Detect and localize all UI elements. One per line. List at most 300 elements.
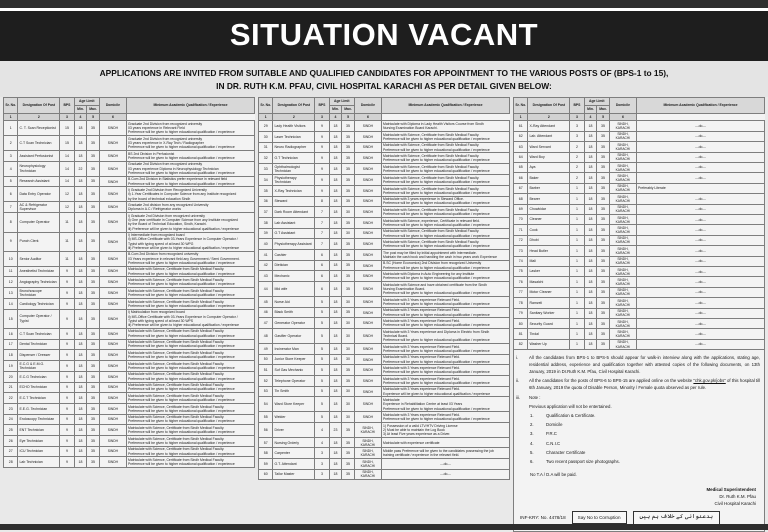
cell-bps: 1 xyxy=(570,256,584,266)
cell-age-min: 18 xyxy=(74,371,87,382)
table-row xyxy=(259,459,510,469)
document-number: 2. xyxy=(530,422,534,428)
jobs-table-2 xyxy=(258,97,510,480)
qualification-line: 03 years experience in X-Ray Tech / Radiographer xyxy=(128,141,204,146)
cell-bps: 4 xyxy=(315,423,329,438)
cell-qualification xyxy=(127,213,255,232)
qualification-line: Nursing Examination Board. xyxy=(383,286,426,291)
cell-post: Lab Technician xyxy=(18,457,60,468)
cell-bps: 1 xyxy=(570,277,584,287)
cell-age-min: 18 xyxy=(329,271,342,282)
cell-post: Cook xyxy=(528,225,570,235)
qualification-line: ---do--- xyxy=(695,238,706,243)
cell-sr: 37 xyxy=(259,207,273,218)
cell-domicile: SINDH xyxy=(99,435,126,446)
qualification-line: Preference will be given to higher educational qualification / experience xyxy=(383,169,490,173)
qualification-line: Preference will be given to higher educational qualification / experience xyxy=(128,365,235,370)
cell-sr: 36 xyxy=(259,196,273,207)
cell-domicile: SINDH xyxy=(354,386,381,397)
cell-post: Dispenser / Dresser xyxy=(18,350,60,361)
cell-bps: 5 xyxy=(315,297,329,308)
cell-qualification xyxy=(637,173,765,183)
cell-sr: 6 xyxy=(4,187,18,202)
cell-bps: 9 xyxy=(315,153,329,164)
cell-domicile: SINDH, KARACHI xyxy=(609,329,636,339)
website-link[interactable]: "chk.gov.pk/jobs" xyxy=(693,378,726,384)
cell-post: Generator Operator xyxy=(273,318,315,329)
qualification-line: Preference will be given to higher educational qualification / experience xyxy=(128,430,235,435)
table-row xyxy=(514,194,765,204)
table-row xyxy=(4,309,255,328)
note-number: ii. xyxy=(516,378,520,384)
cell-domicile: SINDH xyxy=(354,217,381,228)
cell-sr: 23 xyxy=(4,403,18,414)
cell-bps: 15 xyxy=(60,136,74,151)
cell-age-max: 30 xyxy=(342,386,355,397)
cell-domicile: SINDH xyxy=(354,260,381,271)
qualification-line: Preference will be given to higher educational qualification / experience xyxy=(383,136,490,141)
qualification-line: ii) 1-Year Certificates in Computer Science from any Institute recognized xyxy=(128,192,237,197)
cell-age-max: 35 xyxy=(342,217,355,228)
cell-domicile: SINDH, KARACHI xyxy=(609,194,636,204)
cell-qualification xyxy=(382,260,510,271)
cell-sr: 58 xyxy=(259,448,273,459)
cell-sr: 9 xyxy=(4,232,18,251)
qualification-line: iii) Preference will be given to higher educational qualification / experience xyxy=(128,323,240,327)
cell-sr: 12 xyxy=(4,277,18,288)
cell-qualification xyxy=(382,164,510,175)
cell-bps: 1 xyxy=(570,204,584,214)
table-row xyxy=(514,277,765,287)
qualification-line: Middle pass Preference will be given to the candidates possessing the job xyxy=(383,449,494,454)
cell-bps: 6 xyxy=(315,260,329,271)
cell-post: X-Ray Technician xyxy=(273,185,315,196)
cell-age-min: 18 xyxy=(329,260,342,271)
jobs-column-2 xyxy=(258,97,510,532)
qualification-line: ii) MS-Office Certificate with 03-Years Experience in Computer Operator / xyxy=(128,237,238,242)
cell-qualification xyxy=(382,386,510,397)
cell-post: Laser Technician xyxy=(273,131,315,142)
cell-post: Dhobi xyxy=(528,235,570,245)
cell-age-min: 18 xyxy=(74,339,87,350)
cell-age-min: 18 xyxy=(329,354,342,365)
column-number: 6 xyxy=(354,114,381,121)
cell-bps: 9 xyxy=(60,382,74,393)
cell-qualification xyxy=(382,329,510,344)
qualification-line: ---do--- xyxy=(695,227,706,232)
cell-age-max: 35 xyxy=(342,185,355,196)
cell-sr: 19 xyxy=(4,360,18,371)
cell-domicile: SINDH, KARACHI xyxy=(609,183,636,193)
column-number: 1 xyxy=(259,114,273,121)
cell-post: E.E.G. Technician xyxy=(18,403,60,414)
cell-post: Tailor Master xyxy=(273,469,315,479)
cell-age-max: 35 xyxy=(87,151,100,162)
cell-post: Dental Technician xyxy=(18,339,60,350)
cell-bps: 9 xyxy=(60,266,74,277)
table-row xyxy=(514,183,765,193)
cell-post: X-Ray Attendant xyxy=(528,121,570,131)
cell-qualification xyxy=(127,425,255,436)
cell-bps: 5 xyxy=(315,354,329,365)
qualification-line: 03 Years experience in relevant field any Government / Semi Government. xyxy=(128,256,240,261)
qualification-line: Matriculate with Science, Certificate from Sindh Medical Faculty. xyxy=(128,415,225,420)
qualification-line: Graduate 2nd Division from recognized university xyxy=(128,136,203,141)
cell-qualification xyxy=(637,121,765,131)
cell-age-max: 35 xyxy=(342,376,355,387)
column-number: 4 xyxy=(329,114,342,121)
cell-bps: 12 xyxy=(60,187,74,202)
cell-age-max: 35 xyxy=(342,365,355,376)
cell-bps: 11 xyxy=(60,213,74,232)
cell-post: Driver xyxy=(273,423,315,438)
qualification-line: Preference will be given to higher educational qualification / experience xyxy=(383,348,490,353)
qualification-line: Preference will be given to higher educational qualification / experience xyxy=(383,233,490,238)
cell-age-max: 35 xyxy=(342,142,355,153)
cell-post: Cashier xyxy=(273,250,315,261)
qualification-line: Matriculate with 3 Years experience Relevant Field. xyxy=(383,387,460,392)
qualification-line: Matriculate with Science, Certificate from Sindh Medical Faculty. xyxy=(128,436,225,441)
qualification-line: ---do--- xyxy=(695,165,706,170)
table-row xyxy=(4,457,255,468)
cell-qualification xyxy=(127,309,255,328)
cell-age-max: 35 xyxy=(597,225,610,235)
th-post: Designation Of Post xyxy=(273,98,315,114)
cell-post: C. T. Scan Receptionist xyxy=(18,121,60,136)
cell-age-min: 18 xyxy=(584,266,597,276)
cell-age-max: 35 xyxy=(87,446,100,457)
cell-post: Lasker xyxy=(528,266,570,276)
list-item xyxy=(530,450,760,457)
cell-sr: 3 xyxy=(4,151,18,162)
cell-age-max: 35 xyxy=(342,250,355,261)
cell-age-max: 35 xyxy=(87,457,100,468)
qualification-line: Experience in Rehabilitation Centre at least 03 Years xyxy=(383,402,463,407)
note-number: i. xyxy=(516,355,519,361)
signature-name: Dr. Ruth K.M. Pfau xyxy=(719,494,756,500)
cell-age-max: 35 xyxy=(87,328,100,339)
qualification-line: Matriculate with Science, Certificate from Sindh Medical Faculty. xyxy=(383,175,480,180)
cell-domicile: SINDH xyxy=(99,403,126,414)
qualification-line: Matriculate with 3 years experience in Steward Office. xyxy=(383,197,464,202)
qualification-line: ---do--- xyxy=(695,269,706,274)
cell-domicile: SINDH xyxy=(354,318,381,329)
cell-bps: 1 xyxy=(570,308,584,318)
th-age-min: Min. xyxy=(329,106,342,114)
cell-bps: 1 xyxy=(570,183,584,193)
cell-qualification xyxy=(127,328,255,339)
qualification-line: i) Intermediate from recognized board xyxy=(128,233,185,238)
cell-bps: 5 xyxy=(315,318,329,329)
cell-bps: 9 xyxy=(60,435,74,446)
column-number: 5 xyxy=(597,114,610,121)
cell-sr: 81 xyxy=(514,329,528,339)
qualification-line: Preference will be given to higher educational qualification / experience xyxy=(128,130,235,135)
qualification-line: ---do--- xyxy=(695,144,706,149)
cell-qualification xyxy=(382,469,510,479)
table-row xyxy=(4,435,255,446)
cell-post: O.T. Attendant xyxy=(273,459,315,469)
cell-bps: 1 xyxy=(570,246,584,256)
cell-bps: 3 xyxy=(315,448,329,459)
cell-domicile: SINDH xyxy=(354,164,381,175)
cell-sr: 33 xyxy=(259,164,273,175)
cell-bps: 1 xyxy=(570,194,584,204)
cell-sr: 40 xyxy=(259,239,273,250)
qualification-line: Matriculate with Science, Certificate from Sindh Medical Faculty. xyxy=(128,404,225,409)
cell-age-max: 35 xyxy=(342,260,355,271)
cell-age-max: 35 xyxy=(597,173,610,183)
table-row xyxy=(4,382,255,393)
cell-domicile: SINDH xyxy=(99,350,126,361)
cell-bps: 9 xyxy=(60,425,74,436)
cell-age-max: 35 xyxy=(597,287,610,297)
cell-age-max: 35 xyxy=(87,161,100,176)
column-number: 2 xyxy=(528,114,570,121)
qualification-line: BS 2nd Division in Perfusionist xyxy=(128,151,175,156)
cell-sr: 43 xyxy=(259,271,273,282)
cell-qualification xyxy=(637,235,765,245)
cell-post: Dark Room Attendant xyxy=(273,207,315,218)
cell-qualification xyxy=(127,136,255,151)
table-row xyxy=(4,328,255,339)
column-number: 3 xyxy=(570,114,584,121)
cell-sr: 15 xyxy=(4,309,18,328)
cell-age-min: 18 xyxy=(329,174,342,185)
qualification-line: Matriculate with 3 Years experience Relevant Field. xyxy=(383,297,460,302)
note-item xyxy=(516,355,760,375)
cell-qualification xyxy=(637,204,765,214)
qualification-line: iii) Preference will be given to higher educational qualification / experience xyxy=(128,245,240,250)
qualification-line: Preference will be given to higher educational qualification / experience xyxy=(128,451,235,456)
cell-qualification xyxy=(382,423,510,438)
cell-domicile: SINDH xyxy=(99,136,126,151)
qualification-line: Preference will be given to higher educational qualification / experience xyxy=(128,271,235,276)
cell-post: C.T Scan Technician xyxy=(18,136,60,151)
qualification-line: Preference will be given to higher educational qualification / experience xyxy=(128,293,235,297)
th-age-min: Min. xyxy=(74,106,87,114)
cell-age-min: 18 xyxy=(329,318,342,329)
table-row xyxy=(4,187,255,202)
cell-age-max: 30 xyxy=(342,344,355,355)
cell-bps: 5 xyxy=(315,412,329,423)
cell-sr: 78 xyxy=(514,298,528,308)
cell-qualification xyxy=(127,350,255,361)
cell-domicile: SINDH, KARACHI xyxy=(609,246,636,256)
cell-age-max: 35 xyxy=(342,438,355,448)
qualification-line: training certificate / experience in the relevant field. xyxy=(383,453,460,458)
qualification-line: 03 years experience in Relevant Field xyxy=(128,126,185,131)
cell-post: Cleaner xyxy=(528,214,570,224)
cell-post: Eye Technician xyxy=(18,435,60,446)
cell-bps: 9 xyxy=(60,328,74,339)
qualification-line: Preference will be given to higher educational qualification / experience xyxy=(383,158,490,163)
cell-domicile: SINDH, KARACHI xyxy=(609,162,636,172)
note-item xyxy=(516,395,760,402)
qualification-line: Preference will be given to higher educational qualification / experience xyxy=(128,260,235,265)
cell-qualification xyxy=(127,414,255,425)
qualification-line: Matriculate with Science, Certificate from Sindh Medical Faculty. xyxy=(128,329,225,334)
document-number: 6. xyxy=(530,459,534,465)
qualification-line: Matriculate with Science, Certificate from Sindh Medical Faculty. xyxy=(128,372,225,377)
cell-domicile: SINDH xyxy=(354,376,381,387)
cell-bps: 2 xyxy=(570,173,584,183)
qualification-line: Matriculate with Science, Certificate from Sindh Medical Faculty. xyxy=(383,186,480,191)
cell-age-max: 35 xyxy=(342,271,355,282)
qualification-line: B.Com 2nd Division in Statistics prefer experience in relevant field xyxy=(128,177,227,182)
page-title: SITUATION VACANT xyxy=(229,17,539,52)
qualification-line: Matriculate with Science, Certificate from Sindh Medical Faculty. xyxy=(128,447,225,452)
cell-age-min: 18 xyxy=(329,121,342,132)
table-row xyxy=(259,448,510,459)
cell-bps: 5 xyxy=(315,365,329,376)
table-row xyxy=(259,121,510,132)
cell-bps: 5 xyxy=(315,397,329,412)
cell-age-max: 35 xyxy=(87,393,100,404)
qualification-line: ---do--- xyxy=(695,259,706,264)
cell-post: Ward Boy xyxy=(528,152,570,162)
qualification-line: i) Graduate 2nd Division from Recognized University xyxy=(128,188,207,193)
cell-post: O.T Assistant xyxy=(273,228,315,239)
cell-bps: 9 xyxy=(60,360,74,371)
cell-age-min: 18 xyxy=(74,350,87,361)
note-text: All the candidates from BPS-1 to BPS-5 should appear for walk-in interview along with the applications, stating age, residential address, experience and qualification together with attested copies of the following documents, on 13th January, 2019 in Dr.Ruth K.M. Pfau, Civil Hospital Karachi. xyxy=(529,355,760,374)
cell-post: Dietician xyxy=(273,260,315,271)
cell-domicile: SINDH xyxy=(99,213,126,232)
cell-age-min: 18 xyxy=(329,438,342,448)
qualification-line: Matriculate with 3 Years experience Relevant Field. xyxy=(383,344,460,349)
cell-qualification xyxy=(382,412,510,423)
qualification-line: Matriculate with Science, Certificate from Sindh Medical Faculty. xyxy=(128,393,225,398)
cell-post: Incinerator Man xyxy=(273,344,315,355)
table-row xyxy=(259,282,510,297)
cell-sr: 66 xyxy=(514,173,528,183)
column-number: 6 xyxy=(609,114,636,121)
cell-post: ICU Technician xyxy=(18,446,60,457)
cell-age-max: 35 xyxy=(597,121,610,131)
cell-qualification xyxy=(637,131,765,141)
cell-sr: 27 xyxy=(4,446,18,457)
cell-age-max: 35 xyxy=(87,298,100,309)
cell-age-max: 35 xyxy=(597,131,610,141)
cell-sr: 63 xyxy=(514,142,528,152)
cell-bps: 9 xyxy=(60,414,74,425)
cell-sr: 22 xyxy=(4,393,18,404)
cell-domicile: SINDH, KARACHI xyxy=(609,152,636,162)
qualification-line: ---do--- xyxy=(695,134,706,139)
cell-age-min: 18 xyxy=(74,266,87,277)
cell-age-min: 18 xyxy=(329,142,342,153)
cell-sr: 11 xyxy=(4,266,18,277)
cell-sr: 52 xyxy=(259,376,273,387)
table-row xyxy=(514,329,765,339)
cell-qualification xyxy=(637,308,765,318)
cell-domicile: SINDH, KARACHI xyxy=(354,423,381,438)
cell-age-min: 18 xyxy=(584,298,597,308)
cell-sr: 45 xyxy=(259,297,273,308)
cell-age-max: 35 xyxy=(87,232,100,251)
qualification-line: Matriculate with Science, experience, Certificate in relevant field. xyxy=(383,218,480,223)
cell-age-min: 18 xyxy=(74,393,87,404)
column-number: 5 xyxy=(342,114,355,121)
cell-age-min: 18 xyxy=(584,162,597,172)
cell-sr: 35 xyxy=(259,185,273,196)
cell-age-min: 18 xyxy=(329,459,342,469)
cell-bps: 1 xyxy=(570,339,584,349)
cell-post: Aya xyxy=(528,162,570,172)
table-row xyxy=(259,365,510,376)
cell-domicile: SINDH xyxy=(99,309,126,328)
table-row xyxy=(259,174,510,185)
document-label: Qualification & Certificate. xyxy=(546,412,596,418)
table-row xyxy=(259,217,510,228)
cell-age-min: 18 xyxy=(329,228,342,239)
cell-qualification xyxy=(127,151,255,162)
cell-qualification xyxy=(127,339,255,350)
cell-post: Physiotherapy Technician xyxy=(273,174,315,185)
cell-domicile: SINDH xyxy=(99,277,126,288)
cell-sr: 79 xyxy=(514,308,528,318)
cell-bps: 14 xyxy=(60,161,74,176)
cell-domicile: SINDH xyxy=(354,142,381,153)
qualification-line: Matriculate with 3 Years experience Relevant Field. xyxy=(383,376,460,381)
qualification-line: Preference will be given to higher educational qualification / experience xyxy=(383,276,490,281)
cell-qualification xyxy=(637,152,765,162)
cell-age-max: 35 xyxy=(342,448,355,459)
cell-bps: 2 xyxy=(570,142,584,152)
cell-age-min: 18 xyxy=(584,225,597,235)
qualification-line: Experience will be given to higher educational qualification / experience xyxy=(383,391,491,396)
cell-age-max: 30 xyxy=(342,228,355,239)
cell-age-max: 35 xyxy=(597,194,610,204)
table-row xyxy=(4,161,255,176)
th-age-max: Max. xyxy=(342,106,355,114)
cell-domicile: SINDH, KARACHI xyxy=(354,448,381,459)
cell-post: ENT Technician xyxy=(18,425,60,436)
cell-sr: 50 xyxy=(259,354,273,365)
cell-age-min: 18 xyxy=(584,235,597,245)
cell-domicile: SINDH xyxy=(99,371,126,382)
qualification-line: Preference will be given to higher educational qualification / experience xyxy=(383,312,490,317)
cell-age-max: 35 xyxy=(597,339,610,349)
column-number-row xyxy=(4,114,255,121)
cell-age-max: 35 xyxy=(342,282,355,297)
subheading xyxy=(0,61,768,97)
cell-age-min: 18 xyxy=(329,365,342,376)
cell-post: Bronchoscope Technician xyxy=(18,288,60,299)
table-row xyxy=(4,403,255,414)
table-row xyxy=(259,376,510,387)
cell-domicile: SINDH, KARACHI xyxy=(609,277,636,287)
cell-sr: 62 xyxy=(514,131,528,141)
cell-age-max: 35 xyxy=(87,309,100,328)
cell-age-max: 35 xyxy=(87,350,100,361)
cell-age-min: 18 xyxy=(584,152,597,162)
cell-qualification xyxy=(382,438,510,448)
cell-bps: 9 xyxy=(315,185,329,196)
qualification-line: Preference will be given to higher educational qualification / experience xyxy=(128,303,235,308)
cell-sr: 4 xyxy=(4,161,18,176)
cell-age-min: 18 xyxy=(74,435,87,446)
cell-age-max: 35 xyxy=(87,382,100,393)
cell-bps: 9 xyxy=(60,350,74,361)
cell-age-max: 35 xyxy=(597,308,610,318)
th-post: Designation Of Post xyxy=(528,98,570,114)
cell-age-min: 18 xyxy=(584,339,597,349)
cell-bps: 11 xyxy=(60,232,74,251)
cell-domicile: SINDH xyxy=(354,239,381,250)
cell-post: Computer Operator / Typist xyxy=(18,309,60,328)
